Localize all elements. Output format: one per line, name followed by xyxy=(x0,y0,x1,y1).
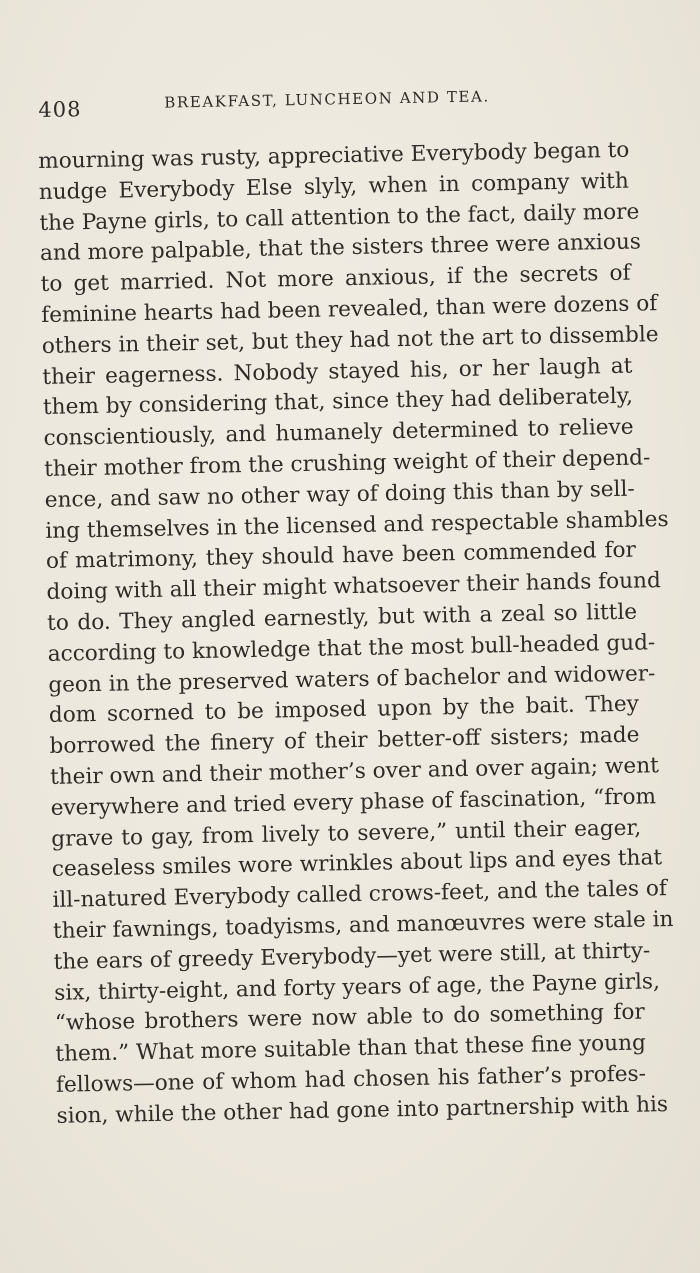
text-line: nudge Everybody Else slyly, when in company with xyxy=(38,168,630,205)
running-head: BREAKFAST, LUNCHEON AND TEA. xyxy=(164,87,490,112)
text-line: dom scorned to be imposed upon by the bait. They xyxy=(48,691,640,729)
text-line: borrowed the finery of their better-off sisters; made xyxy=(49,722,640,760)
text-line: ill-natured Everybody called crows-feet, and the tales of xyxy=(52,876,668,913)
text-line: grave to gay, from lively to severe,” until their eager, xyxy=(51,815,642,852)
text-line: ence, and saw no other way of doing this than by sell- xyxy=(44,476,635,513)
text-line: doing with all their might whatsoever their hands found xyxy=(46,568,662,606)
text-line: six, thirty-eight, and forty years of age, the Payne girls, xyxy=(54,968,661,1006)
text-line: the ears of greedy Everybody—yet were still, at thirty- xyxy=(53,938,651,975)
text-line: to get married. Not more anxious, if the secrets of xyxy=(40,260,631,298)
text-line: feminine hearts had been revealed, than were dozens of xyxy=(40,291,658,328)
text-line: their mother from the crushing weight of their depend- xyxy=(43,445,651,482)
text-line: of matrimony, they should have been commended for xyxy=(45,537,637,575)
body-text xyxy=(38,136,674,1133)
text-line: ing themselves in the licensed and respectable shambles xyxy=(45,506,669,544)
text-line: them.” What more suitable than that these fine young xyxy=(55,1030,647,1067)
page-header xyxy=(38,77,629,128)
text-line: everywhere and tried every phase of fascination, “from xyxy=(50,783,657,821)
text-line: their eagerness. Nobody stayed his, or her laugh at xyxy=(42,353,633,390)
text-line: mourning was rusty, appreciative Everybody began to xyxy=(38,137,630,174)
text-line: “whose brothers were now able to do something for xyxy=(54,999,645,1037)
text-line: to do. They angled earnestly, but with a zeal so little xyxy=(46,599,638,636)
text-line: geon in the preserved waters of bachelor and widower- xyxy=(48,660,656,698)
text-line: their own and their mother’s over and over again; went xyxy=(49,753,660,790)
text-line: conscientiously, and humanely determined to relieve xyxy=(43,414,634,452)
text-line: ceaseless smiles wore wrinkles about lips and eyes that xyxy=(51,845,663,883)
text-line: sion, while the other had gone into partnership with his xyxy=(56,1091,669,1129)
text-line: the Payne girls, to call attention to the fact, daily more xyxy=(39,199,640,236)
page-number: 408 xyxy=(38,97,82,122)
text-line: fellows—one of whom had chosen his father’s profes- xyxy=(55,1061,647,1098)
text-line: their fawnings, toadyisms, and manœuvres were stale in xyxy=(52,906,674,944)
text-line: others in their set, but they had not the art to dissemble xyxy=(41,321,659,359)
text-line: and more palpable, that the sisters three were anxious xyxy=(39,229,642,267)
text-line: according to knowledge that the most bull-headed gud- xyxy=(47,629,656,667)
text-line: them by considering that, since they had deliberately, xyxy=(42,384,634,421)
